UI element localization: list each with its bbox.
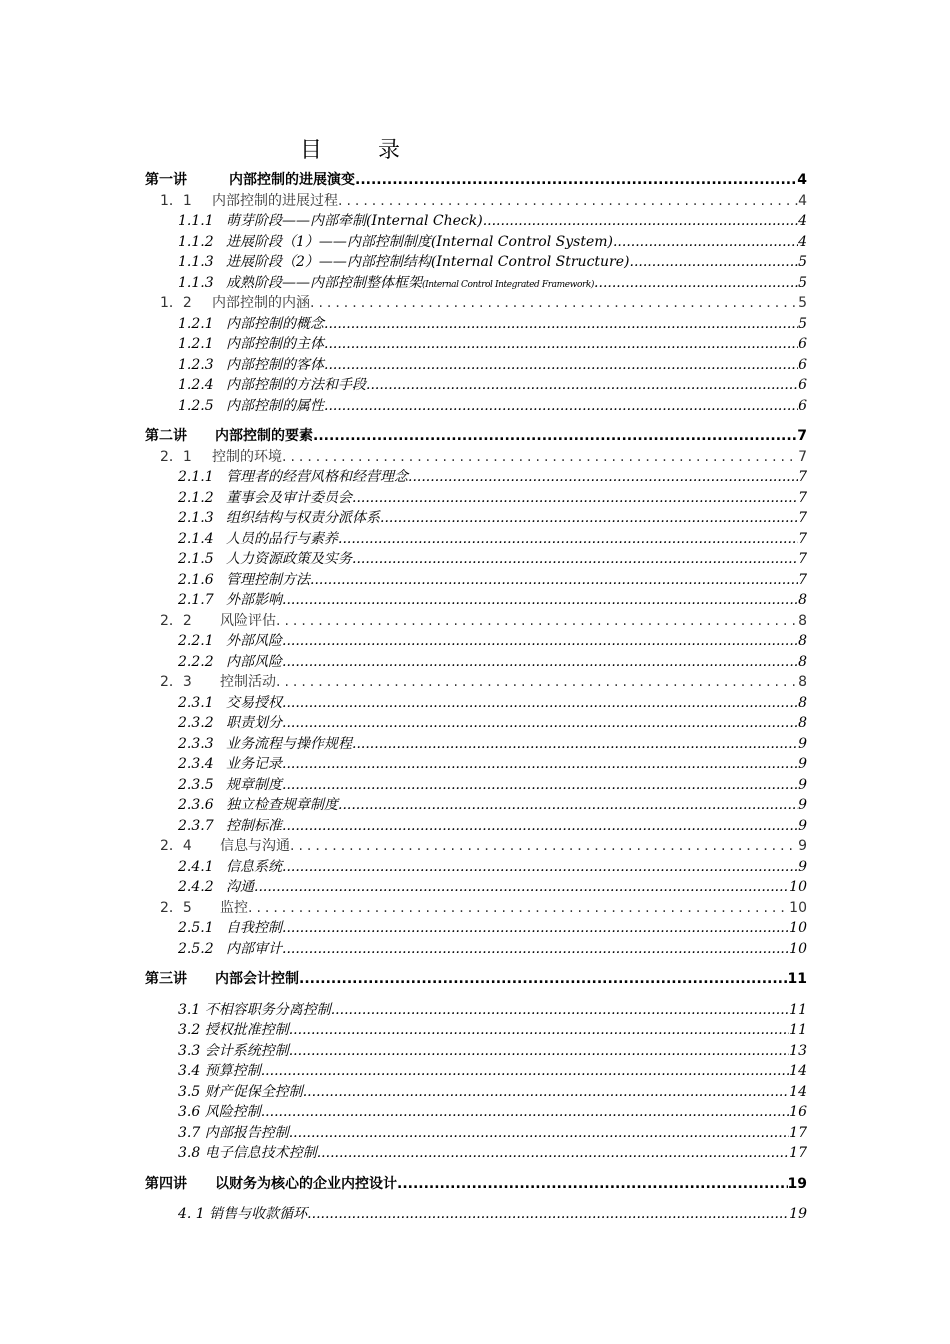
- toc-leader-dots: [282, 918, 789, 939]
- subsection-title: 规章制度: [226, 776, 282, 793]
- toc-page-number: 7: [798, 571, 807, 588]
- subsection-title: 内部控制的方法和手段: [226, 377, 366, 393]
- toc-subsection[interactable]: [145, 232, 807, 253]
- toc-page-number: 7: [798, 530, 807, 547]
- toc-subsection[interactable]: [145, 652, 807, 673]
- toc-item[interactable]: [145, 1000, 807, 1021]
- toc-entry-title: [178, 713, 282, 734]
- subsection-title: 董事会及审计委员会: [226, 489, 352, 506]
- toc-lecture[interactable]: [145, 1174, 807, 1195]
- subsection-number: 2.3.6: [178, 797, 214, 813]
- toc-section[interactable]: [145, 836, 807, 857]
- subsection-number: 2.3.2: [178, 715, 214, 731]
- toc-page-number: 6: [798, 377, 807, 393]
- subsection-number: 2.3.7: [178, 817, 214, 834]
- subsection-number: 1.1.3: [178, 274, 214, 291]
- toc-page-number: 11: [789, 1022, 807, 1038]
- toc-subsection[interactable]: [145, 570, 807, 591]
- toc-page-number: 14: [789, 1063, 807, 1079]
- toc-leader-dots: [307, 1204, 789, 1225]
- toc-leader-dots: [408, 467, 798, 488]
- section-title: 控制的环境: [212, 448, 282, 465]
- toc-page-number: 5: [798, 295, 807, 311]
- toc-entry-title: [178, 652, 282, 673]
- section-number: 1．2: [160, 295, 192, 311]
- toc-section[interactable]: [145, 191, 807, 212]
- toc-subsection[interactable]: [145, 252, 807, 273]
- toc-entry-title: [178, 1143, 317, 1164]
- toc-subsection[interactable]: [145, 918, 807, 939]
- toc-lecture[interactable]: [145, 426, 807, 447]
- toc-leader-dots: [282, 713, 798, 734]
- toc-subsection[interactable]: [145, 375, 807, 396]
- toc-leader-dots: [276, 672, 798, 693]
- subsection-number: 2.5.1: [178, 920, 214, 936]
- toc-subsection[interactable]: [145, 857, 807, 878]
- toc-entry-title: [160, 191, 338, 212]
- toc-entry-title: [178, 355, 324, 376]
- toc-leader-dots: [338, 795, 798, 816]
- toc-page-number: 10: [789, 920, 807, 936]
- toc-leader-dots: [630, 252, 799, 273]
- toc-item[interactable]: [145, 1102, 807, 1123]
- toc-leader-dots: [282, 775, 798, 796]
- toc-entry-title: [178, 396, 324, 417]
- toc-section[interactable]: [145, 293, 807, 314]
- subsection-number: 2.5.2: [178, 940, 214, 957]
- toc-page-number: 7: [798, 510, 807, 526]
- item-title: 3.4 预算控制: [178, 1063, 261, 1079]
- subsection-number: 2.3.3: [178, 735, 214, 752]
- toc-leader-dots: [352, 734, 798, 755]
- subsection-number: 2.4.1: [178, 858, 214, 875]
- toc-entry-title: [178, 816, 282, 837]
- toc-subsection[interactable]: [145, 211, 807, 232]
- toc-entry-title: [160, 293, 310, 314]
- toc-subsection[interactable]: [145, 355, 807, 376]
- toc-item[interactable]: [145, 1061, 807, 1082]
- subsection-title: 业务流程与操作规程: [226, 735, 352, 752]
- subsection-title: 人员的品行与素养: [226, 530, 338, 547]
- subsection-number: 2.2.2: [178, 653, 214, 670]
- toc-entry-title: [178, 631, 282, 652]
- subsection-number: 1.1.3: [178, 254, 214, 270]
- toc-page-number: 8: [798, 674, 807, 690]
- subsection-title: 人力资源政策及实务: [226, 551, 352, 567]
- toc-entry-title: [178, 570, 310, 591]
- toc-item[interactable]: [145, 1123, 807, 1144]
- toc-leader-dots: [282, 939, 789, 960]
- toc-leader-dots: [594, 273, 798, 294]
- toc-leader-dots: [310, 570, 798, 591]
- toc-page-number: 8: [798, 592, 807, 608]
- toc-page-number: 11: [789, 1001, 807, 1018]
- toc-page-number: 8: [798, 694, 807, 711]
- toc-leader-dots: [282, 447, 798, 468]
- item-title: 3.5 财产促保全控制: [178, 1083, 303, 1100]
- toc-entry-title: [178, 918, 282, 939]
- subsection-title-english: (Internal Control Integrated Framework): [422, 279, 595, 290]
- toc-subsection[interactable]: [145, 631, 807, 652]
- toc-subsection[interactable]: [145, 693, 807, 714]
- subsection-title: 外部风险: [226, 633, 282, 649]
- toc-leader-dots: [352, 549, 798, 570]
- toc-leader-dots: [282, 693, 798, 714]
- toc-leader-dots: [254, 877, 789, 898]
- toc-leader-dots: [331, 1000, 789, 1021]
- section-title: 信息与沟通: [220, 838, 290, 854]
- toc-page-number: 14: [789, 1083, 807, 1100]
- toc-page-number: 8: [798, 612, 807, 629]
- toc-entry-title: [160, 611, 276, 632]
- item-title: 4. 1 销售与收款循环: [178, 1206, 308, 1222]
- subsection-number: 1.1.2: [178, 233, 214, 250]
- toc-page-number: 7: [798, 551, 807, 567]
- toc-subsection[interactable]: [145, 713, 807, 734]
- subsection-number: 1.2.5: [178, 397, 214, 414]
- toc-subsection[interactable]: [145, 488, 807, 509]
- toc-entry-title: [178, 273, 594, 296]
- subsection-number: 2.1.4: [178, 530, 214, 547]
- toc-subsection[interactable]: [145, 508, 807, 529]
- lecture-number: 第四讲: [145, 1175, 187, 1192]
- toc-entry-title: [178, 775, 282, 796]
- toc-leader-dots: [282, 590, 798, 611]
- toc-page-number: 10: [789, 899, 807, 916]
- section-number: 1．1: [160, 192, 192, 209]
- toc-entry-title: [178, 375, 366, 396]
- item-title: 3.1 不相容职务分离控制: [178, 1001, 331, 1018]
- toc-page-number: 19: [789, 1206, 807, 1222]
- toc-leader-dots: [352, 488, 798, 509]
- lecture-number: 第二讲: [145, 428, 187, 444]
- section-number: 2．1: [160, 448, 192, 465]
- subsection-number: 2.1.2: [178, 489, 214, 506]
- toc-leader-dots: [282, 631, 798, 652]
- subsection-number: 2.1.1: [178, 469, 214, 485]
- section-title: 风险评估: [220, 612, 276, 629]
- table-of-contents: [145, 170, 807, 1225]
- toc-leader-dots: [324, 396, 798, 417]
- toc-page-number: 17: [789, 1124, 807, 1141]
- section-title: 内部控制的进展过程: [212, 192, 338, 209]
- subsection-number: 2.3.4: [178, 756, 214, 772]
- toc-section[interactable]: [145, 672, 807, 693]
- toc-entry-title: [178, 252, 630, 273]
- toc-page-number: 7: [798, 469, 807, 485]
- item-title: 3.2 授权批准控制: [178, 1022, 289, 1038]
- toc-entry-title: [178, 488, 352, 509]
- toc-entry-title: [178, 1082, 303, 1103]
- section-number: 2．3: [160, 674, 192, 690]
- toc-entry-title: [145, 170, 355, 191]
- toc-entry-title: [178, 508, 380, 529]
- toc-subsection[interactable]: [145, 877, 807, 898]
- subsection-number: 1.2.3: [178, 356, 214, 373]
- toc-entry-title: [178, 734, 352, 755]
- toc-page-number: 16: [789, 1104, 807, 1120]
- lecture-title: 内部会计控制: [215, 971, 299, 987]
- toc-leader-dots: [303, 1082, 789, 1103]
- toc-subsection[interactable]: [145, 590, 807, 611]
- toc-subsection[interactable]: [145, 314, 807, 335]
- toc-page-number: 10: [789, 940, 807, 957]
- toc-leader-dots: [613, 232, 798, 253]
- toc-leader-dots: [310, 293, 798, 314]
- subsection-title: 内部控制的属性: [226, 397, 324, 414]
- subsection-number: 1.2.1: [178, 315, 214, 332]
- toc-page-number: 4: [797, 172, 807, 188]
- toc-page-number: 7: [798, 489, 807, 506]
- toc-entry-title: [178, 857, 282, 878]
- subsection-title: 萌芽阶段——内部牵制(Internal Check): [226, 213, 483, 229]
- toc-entry-title: [178, 1000, 331, 1021]
- toc-page-number: 6: [798, 356, 807, 373]
- toc-page-number: 4: [798, 192, 807, 209]
- toc-entry-title: [178, 334, 324, 355]
- toc-page-number: 9: [798, 797, 807, 813]
- toc-subsection[interactable]: [145, 734, 807, 755]
- item-title: 3.7 内部报告控制: [178, 1124, 289, 1141]
- toc-page-number: 6: [798, 397, 807, 414]
- toc-leader-dots: [324, 334, 798, 355]
- subsection-title: 沟通: [226, 879, 254, 895]
- toc-section[interactable]: [145, 898, 807, 919]
- subsection-title: 组织结构与权责分派体系: [226, 510, 380, 526]
- toc-item[interactable]: [145, 1020, 807, 1041]
- toc-page-number: 5: [798, 274, 807, 291]
- toc-leader-dots: [397, 1174, 788, 1195]
- toc-page-number: 5: [798, 315, 807, 332]
- toc-page-number: 5: [798, 254, 807, 270]
- toc-leader-dots: [289, 1041, 789, 1062]
- toc-leader-dots: [324, 314, 798, 335]
- subsection-title: 内部控制的客体: [226, 356, 324, 373]
- subsection-title: 独立检查规章制度: [226, 797, 338, 813]
- toc-subsection[interactable]: [145, 273, 807, 294]
- toc-entry-title: [178, 211, 483, 232]
- toc-leader-dots: [355, 170, 797, 191]
- toc-leader-dots: [282, 754, 798, 775]
- toc-leader-dots: [289, 1020, 789, 1041]
- subsection-number: 1.1.1: [178, 213, 214, 229]
- toc-page-number: 8: [798, 715, 807, 731]
- toc-page-number: 8: [798, 653, 807, 670]
- toc-leader-dots: [290, 836, 798, 857]
- subsection-title: 管理控制方法: [226, 571, 310, 588]
- subsection-title: 内部审计: [226, 940, 282, 957]
- item-title: 3.6 风险控制: [178, 1104, 261, 1120]
- toc-page-number: 4: [798, 213, 807, 229]
- toc-entry-title: [145, 426, 313, 447]
- toc-entry-title: [160, 836, 290, 857]
- toc-entry-title: [178, 877, 254, 898]
- subsection-number: 2.1.5: [178, 551, 214, 567]
- toc-subsection[interactable]: [145, 467, 807, 488]
- toc-leader-dots: [324, 355, 798, 376]
- subsection-title: 控制标准: [226, 817, 282, 834]
- toc-leader-dots: [261, 1061, 789, 1082]
- toc-page-number: 6: [798, 336, 807, 352]
- toc-entry-title: [160, 447, 282, 468]
- toc-leader-dots: [276, 611, 798, 632]
- toc-leader-dots: [282, 816, 798, 837]
- toc-leader-dots: [261, 1102, 789, 1123]
- toc-page-number: 9: [798, 858, 807, 875]
- toc-entry-title: [178, 754, 282, 775]
- subsection-title: 内部风险: [226, 653, 282, 670]
- toc-subsection[interactable]: [145, 396, 807, 417]
- toc-page-number: 9: [798, 756, 807, 772]
- toc-leader-dots: [483, 211, 798, 232]
- toc-entry-title: [178, 1020, 289, 1041]
- subsection-number: 1.2.4: [178, 377, 214, 393]
- subsection-number: 2.3.5: [178, 776, 214, 793]
- toc-subsection[interactable]: [145, 529, 807, 550]
- toc-subsection[interactable]: [145, 816, 807, 837]
- section-number: 2．5: [160, 899, 192, 916]
- toc-title: 目录: [300, 138, 457, 163]
- toc-page-number: 13: [789, 1042, 807, 1059]
- subsection-title: 职责划分: [226, 715, 282, 731]
- subsection-title: 信息系统: [226, 858, 282, 875]
- toc-page-number: 4: [798, 233, 807, 250]
- toc-subsection[interactable]: [145, 754, 807, 775]
- subsection-number: 2.2.1: [178, 633, 214, 649]
- toc-page-number: 8: [798, 633, 807, 649]
- toc-page-number: 7: [798, 448, 807, 465]
- lecture-title: 内部控制的进展演变: [229, 172, 355, 188]
- section-title: 控制活动: [220, 674, 276, 690]
- toc-section[interactable]: [145, 611, 807, 632]
- toc-entry-title: [178, 529, 338, 550]
- toc-page-number: 7: [797, 428, 807, 444]
- subsection-title: 业务记录: [226, 756, 282, 772]
- subsection-number: 2.1.7: [178, 592, 214, 608]
- toc-entry-title: [178, 1061, 261, 1082]
- toc-item[interactable]: [145, 1082, 807, 1103]
- toc-subsection[interactable]: [145, 939, 807, 960]
- toc-leader-dots: [317, 1143, 789, 1164]
- subsection-title: 成熟阶段——内部控制整体框架: [226, 274, 422, 291]
- item-title: 3.3 会计系统控制: [178, 1042, 289, 1059]
- toc-entry-title: [178, 1102, 261, 1123]
- section-title: 内部控制的内涵: [212, 295, 310, 311]
- toc-subsection[interactable]: [145, 795, 807, 816]
- toc-entry-title: [145, 1174, 397, 1195]
- toc-leader-dots: [366, 375, 798, 396]
- toc-leader-dots: [248, 898, 789, 919]
- toc-page-number: 9: [798, 735, 807, 752]
- toc-entry-title: [178, 314, 324, 335]
- toc-page-number: 9: [798, 817, 807, 834]
- toc-item[interactable]: [145, 1204, 807, 1225]
- subsection-title: 内部控制的概念: [226, 315, 324, 332]
- toc-section[interactable]: [145, 447, 807, 468]
- toc-entry-title: [178, 1204, 307, 1225]
- toc-entry-title: [178, 232, 613, 253]
- toc-page-number: 19: [787, 1175, 807, 1192]
- toc-entry-title: [178, 1123, 289, 1144]
- toc-page-number: 17: [789, 1145, 807, 1161]
- toc-entry-title: [178, 467, 408, 488]
- subsection-title: 管理者的经营风格和经营理念: [226, 469, 408, 485]
- toc-leader-dots: [338, 191, 798, 212]
- section-title: 监控: [220, 899, 248, 916]
- subsection-title: 内部控制的主体: [226, 336, 324, 352]
- toc-item[interactable]: [145, 1041, 807, 1062]
- toc-entry-title: [145, 969, 299, 990]
- subsection-number: 2.3.1: [178, 694, 214, 711]
- subsection-title: 进展阶段（2）——内部控制结构(Internal Control Structure): [226, 254, 630, 270]
- toc-page-number: 9: [798, 776, 807, 793]
- toc-leader-dots: [299, 969, 788, 990]
- toc-leader-dots: [313, 426, 797, 447]
- subsection-title: 交易授权: [226, 694, 282, 711]
- lecture-number: 第一讲: [145, 172, 187, 188]
- toc-entry-title: [178, 549, 352, 570]
- subsection-number: 2.4.2: [178, 879, 214, 895]
- toc-entry-title: [160, 672, 276, 693]
- toc-entry-title: [178, 795, 338, 816]
- toc-leader-dots: [282, 652, 798, 673]
- toc-subsection[interactable]: [145, 549, 807, 570]
- toc-entry-title: [178, 693, 282, 714]
- subsection-number: 2.1.3: [178, 510, 214, 526]
- toc-leader-dots: [282, 857, 798, 878]
- toc-page-number: 10: [789, 879, 807, 895]
- toc-entry-title: [178, 1041, 289, 1062]
- toc-item[interactable]: [145, 1143, 807, 1164]
- lecture-number: 第三讲: [145, 971, 187, 987]
- section-number: 2．2: [160, 612, 192, 629]
- toc-entry-title: [178, 590, 282, 611]
- section-number: 2．4: [160, 838, 192, 854]
- toc-subsection[interactable]: [145, 775, 807, 796]
- item-title: 3.8 电子信息技术控制: [178, 1145, 317, 1161]
- toc-page-number: 9: [798, 838, 807, 854]
- subsection-title: 外部影响: [226, 592, 282, 608]
- toc-leader-dots: [289, 1123, 789, 1144]
- subsection-number: 1.2.1: [178, 336, 214, 352]
- subsection-number: 2.1.6: [178, 571, 214, 588]
- lecture-title: 内部控制的要素: [215, 428, 313, 444]
- toc-page-number: 11: [787, 971, 807, 987]
- toc-leader-dots: [338, 529, 798, 550]
- lecture-title: 以财务为核心的企业内控设计: [215, 1175, 397, 1192]
- subsection-title: 进展阶段（1）——内部控制制度(Internal Control System): [226, 233, 613, 250]
- subsection-title: 自我控制: [226, 920, 282, 936]
- toc-lecture[interactable]: [145, 969, 807, 990]
- toc-lecture[interactable]: [145, 170, 807, 191]
- toc-entry-title: [160, 898, 248, 919]
- toc-subsection[interactable]: [145, 334, 807, 355]
- toc-leader-dots: [380, 508, 798, 529]
- toc-entry-title: [178, 939, 282, 960]
